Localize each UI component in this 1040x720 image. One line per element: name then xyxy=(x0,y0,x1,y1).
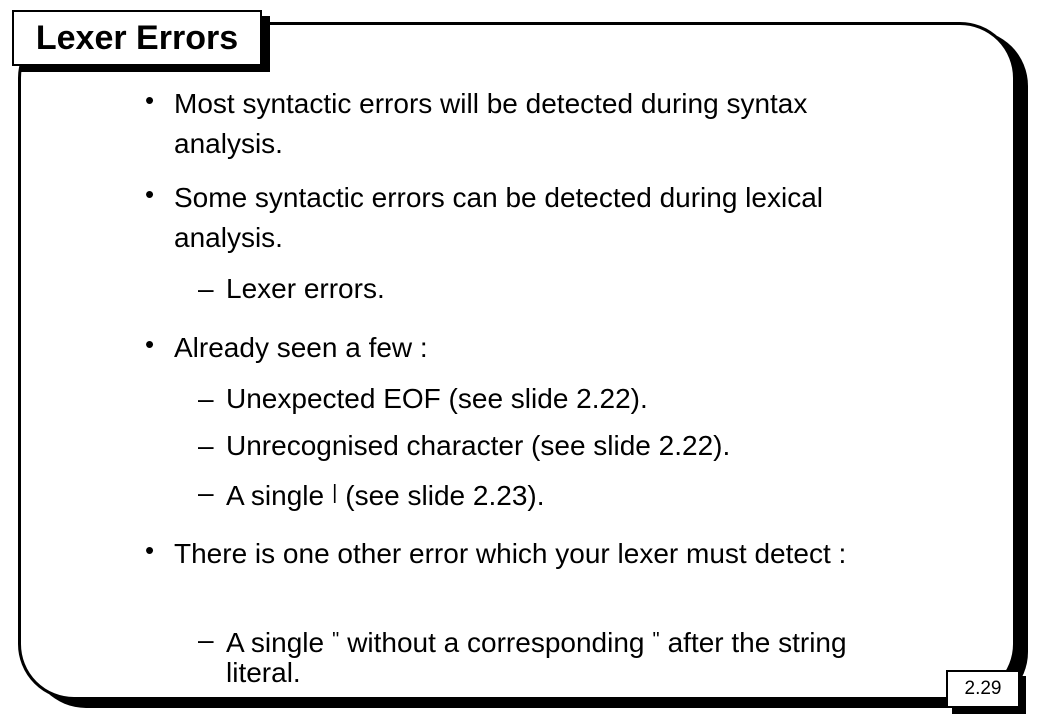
bar-glyph: | xyxy=(332,482,338,504)
bullet-icon: • xyxy=(145,179,155,209)
slide-title: Lexer Errors xyxy=(35,18,239,57)
sub-item xyxy=(198,384,958,414)
dash-icon: – xyxy=(198,273,214,304)
bullet-item xyxy=(145,328,945,368)
dash-icon: – xyxy=(198,477,214,508)
bullet-text: There is one other error which your lexer must detect : xyxy=(174,538,847,569)
bullet-text: Already seen a few : xyxy=(174,332,428,363)
quote-glyph: " xyxy=(332,629,340,651)
sub-text xyxy=(226,478,958,511)
dash-icon: – xyxy=(198,383,214,414)
bullet-item xyxy=(145,178,945,258)
title-box xyxy=(12,10,262,66)
sub-text-part: A single xyxy=(226,480,325,511)
sub-text-part: without a corresponding xyxy=(347,627,645,658)
sub-item xyxy=(198,478,958,511)
bullet-text: Most syntactic errors will be detected during syntax analysis. xyxy=(174,88,808,159)
sub-text-part: after the string literal. xyxy=(226,627,847,688)
sub-item xyxy=(198,625,958,688)
bullet-icon: • xyxy=(145,535,155,565)
sub-text: Unrecognised character (see slide 2.22). xyxy=(226,430,731,461)
bullet-text: Some syntactic errors can be detected during lexical analysis. xyxy=(174,182,823,253)
sub-text xyxy=(226,625,906,688)
sub-text-part: A single xyxy=(226,627,325,658)
bullet-icon: • xyxy=(145,329,155,359)
sub-item xyxy=(198,274,958,304)
sub-text: Lexer errors. xyxy=(226,273,385,304)
sub-item xyxy=(198,431,958,461)
sub-text-part: (see slide 2.23). xyxy=(345,480,545,511)
bullet-item xyxy=(145,534,945,574)
slide-number-box xyxy=(946,670,1020,708)
bullet-icon: • xyxy=(145,85,155,115)
dash-icon: – xyxy=(198,624,214,655)
quote-glyph: " xyxy=(652,629,660,651)
sub-text: Unexpected EOF (see slide 2.22). xyxy=(226,383,648,414)
bullet-item xyxy=(145,84,945,164)
dash-icon: – xyxy=(198,430,214,461)
slide-number: 2.29 xyxy=(964,678,1002,699)
